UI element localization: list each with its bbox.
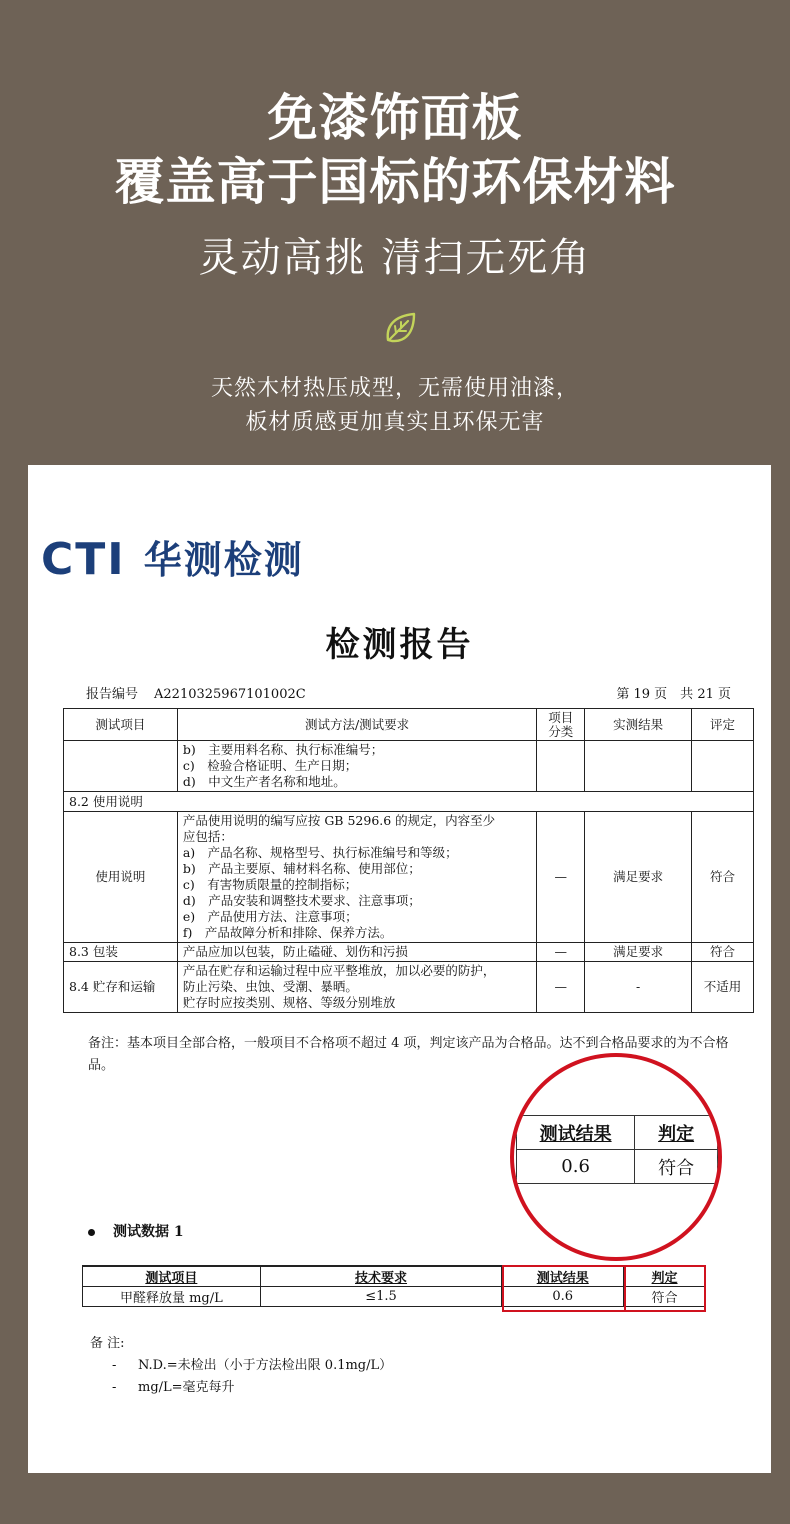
- table-header: 实测结果: [585, 709, 692, 741]
- remark-item: - mg/L=毫克每升: [112, 1380, 235, 1395]
- row-category: —: [537, 812, 585, 943]
- row-result: 满足要求: [585, 812, 692, 943]
- table-header: 评定: [692, 709, 754, 741]
- report-number: [86, 683, 306, 702]
- hero-section: [0, 0, 790, 465]
- remarks: [90, 1333, 392, 1399]
- row-result: 满足要求: [585, 943, 692, 962]
- table-header: 测试项目: [64, 709, 178, 741]
- table-section-row: [64, 792, 754, 812]
- table-header: 测试方法/测试要求: [177, 709, 536, 741]
- leaf-icon: [380, 308, 420, 348]
- hero-desc-line2: 板材质感更加真实且环保无害: [245, 410, 545, 435]
- test-report-document: [28, 465, 771, 1473]
- continued-items: b) 主要用料名称、执行标准编号； c) 检验合格证明、生产日期； d) 中文生产者名称和地址。: [177, 741, 536, 792]
- row-category: —: [537, 962, 585, 1013]
- data-cell: 甲醛释放量 mg/L: [83, 1287, 261, 1307]
- row-category: —: [537, 943, 585, 962]
- zoom-table: [516, 1115, 718, 1184]
- data-header: 测试结果: [502, 1266, 624, 1287]
- data-header: 测试项目: [83, 1266, 261, 1287]
- section-label: 8.2 使用说明: [64, 792, 754, 812]
- data-header: 判定: [624, 1266, 706, 1287]
- row-verdict: 符合: [692, 812, 754, 943]
- row-item: 8.4 贮存和运输: [64, 962, 178, 1013]
- row-item: 使用说明: [64, 812, 178, 943]
- logo-en: CTI: [41, 534, 126, 585]
- data-section-title: 测试数据 1: [88, 1221, 184, 1241]
- data-header: 技术要求: [260, 1266, 502, 1287]
- row-item: 8.3 包装: [64, 943, 178, 962]
- report-note: 备注：基本项目全部合格，一般项目不合格项不超过 4 项，判定该产品为合格品。达不到合格品要求的为不合格品。: [88, 1036, 729, 1073]
- row-verdict: 不适用: [692, 962, 754, 1013]
- row-verdict: 符合: [692, 943, 754, 962]
- zoom-highlight-circle: [510, 1053, 722, 1261]
- data-cell: 0.6: [502, 1287, 624, 1307]
- report-title: 检测报告: [325, 625, 474, 665]
- zoom-result: 0.6: [517, 1150, 635, 1184]
- logo-cn: 华测检测: [143, 538, 304, 582]
- data-cell: 符合: [624, 1287, 706, 1307]
- table-header-row: [64, 709, 754, 741]
- row-method: 产品使用说明的编写应按 GB 5296.6 的规定，内容至少 应包括： a) 产品名称、规格型号、执行标准编号和等级； b) 产品主要原、辅材料名称、使用部位； c) 有害物质限量的控制指标； d) 产品安装和调整技术要求、注意事项； e) 产品使用方法、注意事项； f) 产品故障分析和排除、保养方法。: [177, 812, 536, 943]
- zoom-header-result: 测试结果: [517, 1116, 635, 1150]
- hero-desc-line1: 天然木材热压成型，无需使用油漆，: [210, 376, 579, 401]
- hero-title-line1: 免漆饰面板: [267, 89, 523, 147]
- table-row: [64, 812, 754, 943]
- report-number-label: 报告编号: [86, 687, 139, 702]
- red-highlight-divider: [624, 1265, 626, 1312]
- red-highlight-box: [502, 1265, 706, 1312]
- cti-logo: [41, 535, 304, 585]
- hero-title-line2: 覆盖高于国标的环保材料: [114, 153, 676, 211]
- row-result: -: [585, 962, 692, 1013]
- remarks-title: 备 注:: [90, 1336, 125, 1351]
- zoom-verdict: 符合: [635, 1150, 718, 1184]
- data-cell: ≤1.5: [260, 1287, 502, 1307]
- table-row: [64, 943, 754, 962]
- requirements-table: [63, 708, 754, 1013]
- table-row: [64, 962, 754, 1013]
- row-method: 产品在贮存和运输过程中应平整堆放，加以必要的防护， 防止污染、虫蚀、受潮、暴晒。 贮存时应按类别、规格、等级分别堆放: [177, 962, 536, 1013]
- zoom-header-verdict: 判定: [635, 1116, 718, 1150]
- report-number-value: A2210325967101002C: [154, 687, 306, 702]
- page-info: 第 19 页 共 21 页: [616, 687, 731, 702]
- hero-subtitle: 灵动高挑 清扫无死角: [198, 235, 592, 281]
- table-header: 项目 分类: [537, 709, 585, 741]
- bullet-icon: [88, 1229, 95, 1236]
- table-row: [64, 741, 754, 792]
- row-method: 产品应加以包装，防止磕碰、划伤和污损: [177, 943, 536, 962]
- remark-item: - N.D.=未检出（小于方法检出限 0.1mg/L）: [112, 1358, 393, 1373]
